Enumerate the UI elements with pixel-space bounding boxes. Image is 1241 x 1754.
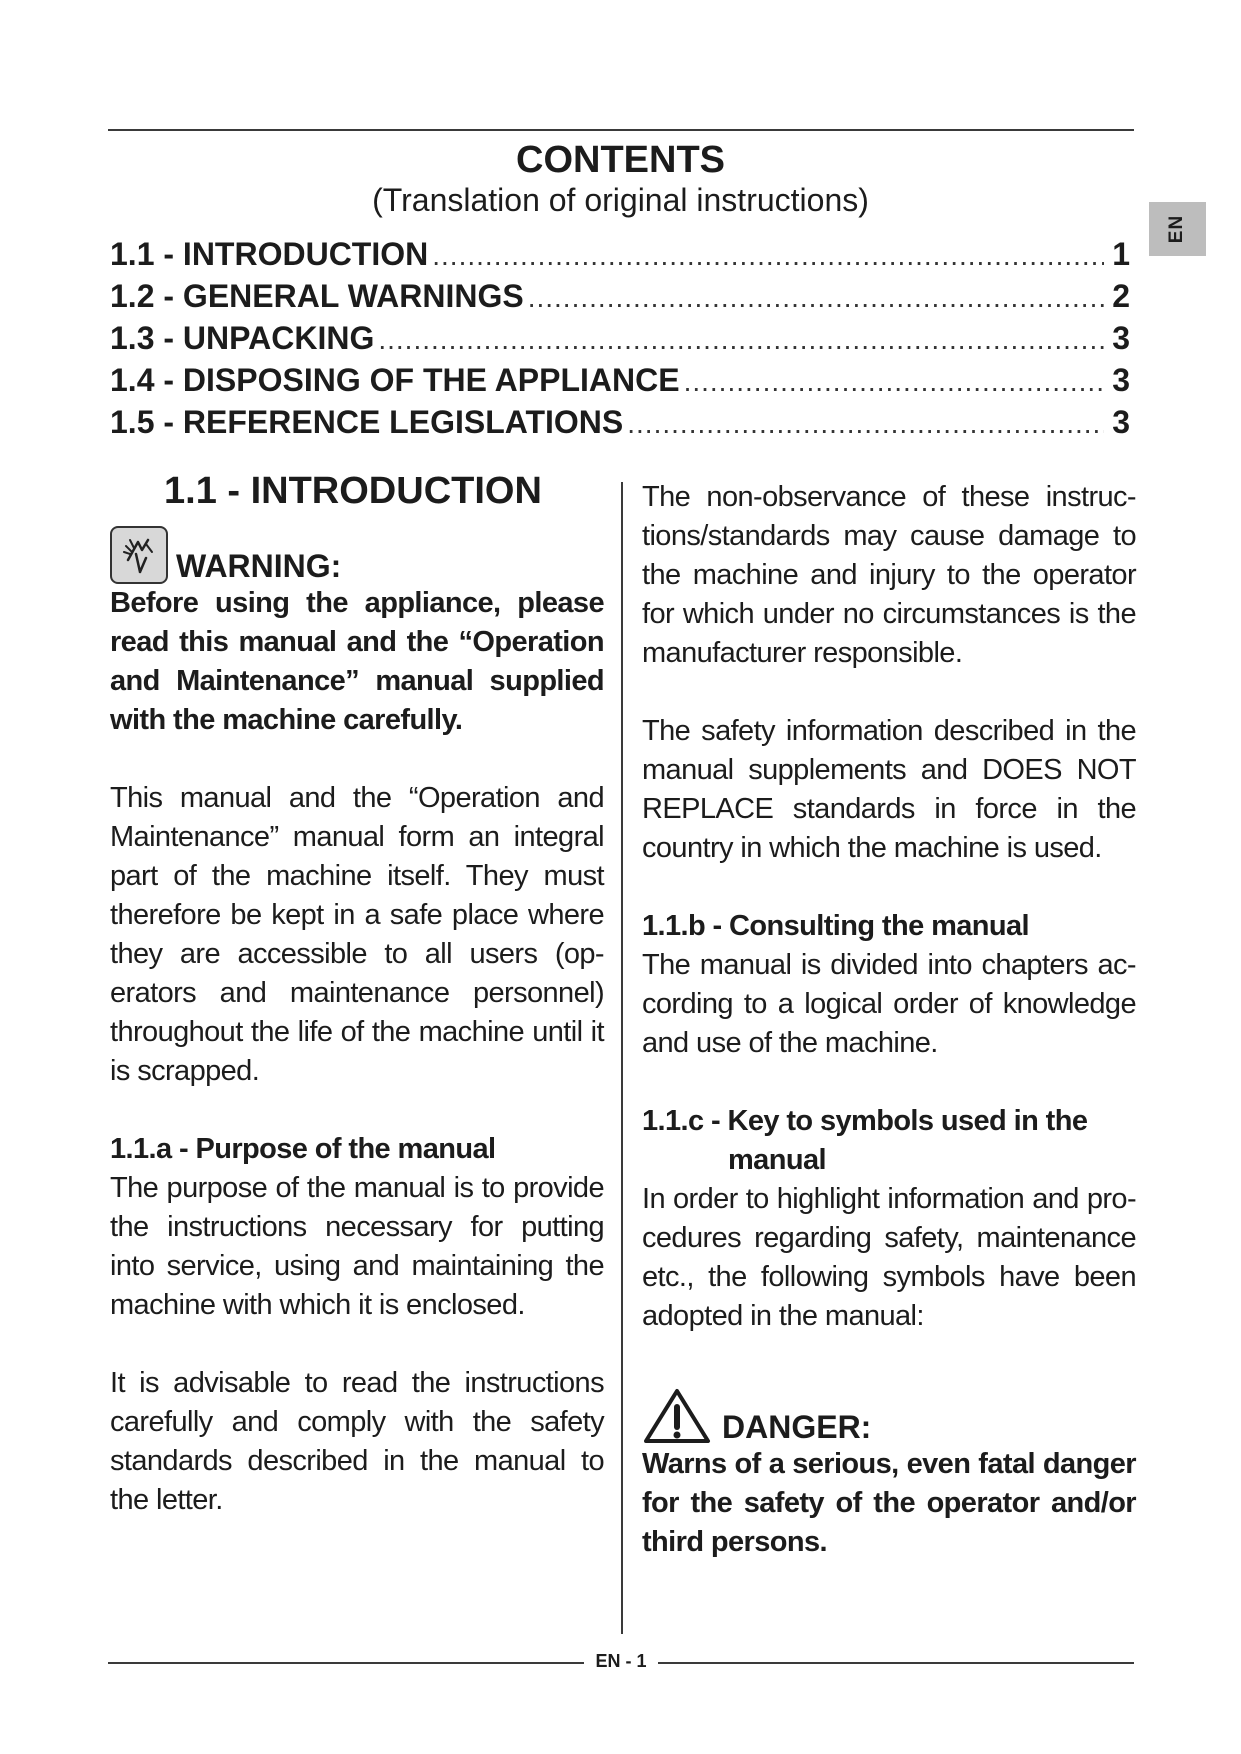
subsection-title-c-line2: manual	[728, 1144, 826, 1176]
subsection-title-c	[642, 1102, 1136, 1180]
toc-item-page: 3	[1112, 404, 1130, 440]
contents-subtitle: (Translation of original instructions)	[372, 182, 869, 218]
warning-heading	[110, 522, 604, 584]
footer-rule-right	[658, 1662, 1134, 1664]
right-column	[642, 478, 1136, 1562]
toc-item[interactable]	[110, 404, 1130, 446]
subsection-text-a: The purpose of the manual is to provide the instructions necessary for putting into service, using and maintaining the machine with which it is enclosed.	[110, 1172, 604, 1321]
advice-paragraph: It is advisable to read the instructions carefully and comply with the safety standards described in the manual to the letter.	[110, 1367, 604, 1516]
subsection-title-b: 1.1.b - Consulting the manual	[642, 910, 1030, 942]
footer-rule-left	[108, 1662, 584, 1664]
toc-item[interactable]	[110, 320, 1130, 362]
toc-item[interactable]	[110, 278, 1130, 320]
toc-item-label: 1.5 - REFERENCE LEGISLATIONS	[110, 404, 624, 440]
danger-label: DANGER:	[722, 1409, 872, 1445]
toc-item-label: 1.3 - UNPACKING	[110, 320, 375, 356]
warning-triangle-icon	[642, 1387, 712, 1445]
danger-heading	[642, 1383, 1136, 1445]
toc-leader-dots	[378, 324, 1104, 356]
toc-item-page: 1	[1112, 236, 1130, 272]
toc-leader-dots	[627, 408, 1104, 440]
left-column	[110, 470, 604, 1520]
language-tab-label: EN	[1166, 214, 1188, 244]
subsection-title-c-line1: 1.1.c - Key to symbols used in the	[642, 1105, 1088, 1137]
subsection-text-b: The manual is divided into chapters ac-cording to a logical order of knowledge and use of the machine.	[642, 949, 1136, 1059]
column-divider	[621, 482, 623, 1634]
toc-item-label: 1.1 - INTRODUCTION	[110, 236, 429, 272]
toc-item[interactable]	[110, 236, 1130, 278]
toc-leader-dots	[528, 282, 1104, 314]
non-observance-paragraph: The non-observance of these instruc-tions/standards may cause damage to the machine and injury to the operator for which under no circumstances is the manufacturer responsible.	[642, 481, 1136, 669]
top-rule	[108, 129, 1134, 131]
safety-info-paragraph: The safety information described in the manual supplements and DOES NOT REPLACE standards in force in the country in which the machine is used.	[642, 715, 1136, 864]
contents-title: CONTENTS	[516, 139, 725, 181]
toc-item-page: 3	[1112, 362, 1130, 398]
danger-text: Warns of a serious, even fatal danger for the safety of the operator and/or third persons.	[642, 1448, 1136, 1558]
warning-label: WARNING:	[176, 548, 342, 584]
toc-leader-dots	[432, 240, 1104, 272]
warning-text: Before using the appliance, please read this manual and the “Operation and Maintenance” manual supplied with the machine carefully.	[110, 587, 604, 736]
read-manual-icon	[110, 526, 168, 584]
toc-item-label: 1.4 - DISPOSING OF THE APPLIANCE	[110, 362, 680, 398]
section-title: 1.1 - INTRODUCTION	[164, 470, 542, 512]
toc-item-page: 3	[1112, 320, 1130, 356]
table-of-contents	[110, 236, 1130, 446]
toc-item-label: 1.2 - GENERAL WARNINGS	[110, 278, 524, 314]
toc-item-page: 2	[1112, 278, 1130, 314]
page-number: EN - 1	[595, 1651, 647, 1671]
subsection-text-c: In order to highlight information and pro-cedures regarding safety, maintenance etc., the following symbols have been adopted in the manual:	[642, 1183, 1136, 1332]
subsection-title-a: 1.1.a - Purpose of the manual	[110, 1133, 496, 1165]
toc-item[interactable]	[110, 362, 1130, 404]
toc-leader-dots	[684, 366, 1104, 398]
intro-paragraph: This manual and the “Operation and Maintenance” manual form an integral part of the machine itself. They must therefore be kept in a safe place where they are accessible to all users (op-erators and maintenance personnel) throughout the life of the machine until it is scrapped.	[110, 782, 604, 1087]
